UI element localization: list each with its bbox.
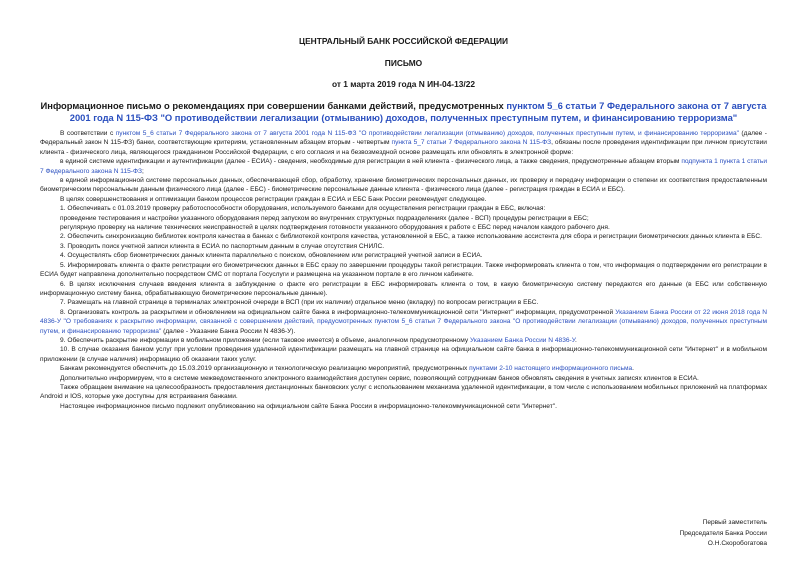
paragraph-ebs: в единой информационной системе персональных данных, обеспечивающей сбор, обработку, хранение биометрических персональных данных, их проверку и передачу информации о степени их соответствия предоставленным биометрическим персональным данным физического лица (далее - ЕБС) - биометрические персональные данные клиента - физического лица (далее - регистрация граждан в ЕСИА и ЕБС). xyxy=(40,177,767,194)
directive-4836u-short-link[interactable]: Указанием Банка России N 4836-У xyxy=(469,336,576,344)
paragraph-recommendation-intro: В целях совершенствования и оптимизации банком процессов регистрации граждан в ЕСИА и ЕБС Банк России рекомендует следующее. xyxy=(60,195,487,203)
signer-organization: Председателя Банка России xyxy=(679,529,767,537)
paragraph-item-9: 9. Обеспечить раскрытие информации в мобильном приложении (если таковое имеется) в объеме, аналогичном предусмотренному Указанием Банка России N 4836-У. xyxy=(60,336,577,344)
paragraph-publication: Настоящее информационное письмо подлежит опубликованию на официальном сайте Банка России в информационно-телекоммуникационной сети "Интернет". xyxy=(60,402,557,410)
title-law-link[interactable]: пунктом 5_6 статьи 7 Федерального закона от 7 августа 2001 года N 115-ФЗ "О противодействии легализации (отмыванию) доходов, полученных преступным путем, и финансированию терроризма" xyxy=(69,100,767,123)
directive-4836u-link[interactable]: Указанием Банка России от 22 июня 2018 года N 4836-У "О требованиях к раскрытию информации, связанной с совершением действий, предусмотренных пунктом 5_6 статьи 7 Федерального закона "О противодействии легализации (отмыванию) доходов, полученных преступным путем, и финансированию терроризма" xyxy=(40,308,767,335)
paragraph-item-3: 3. Проводить поиск учетной записи клиента в ЕСИА по паспортным данным в случае отсутствия СНИЛС. xyxy=(60,242,385,250)
document-date-number: от 1 марта 2019 года N ИН-04-13/22 xyxy=(331,79,476,89)
law-subpoint-1-link[interactable]: подпункта 1 пункта 1 статьи 7 Федерального закона N 115-ФЗ xyxy=(40,158,768,175)
paragraph-remote-services: Также обращаем внимание на целесообразность предоставления дистанционных банковских услуг с использованием механизма удаленной идентификации, в том числе с использованием мобильных приложений на платформах Android и IOS, которые уже доступны для встраивания банками. xyxy=(40,383,767,401)
signer-name: О.Н.Скоробогатова xyxy=(707,540,767,548)
paragraph-item-1-check: регулярную проверку на наличие технических неисправностей в целях подтверждения готовности указанного оборудования к работе с ЕБС перед началом каждого рабочего дня. xyxy=(60,224,610,232)
signer-position: Первый заместитель xyxy=(702,519,767,526)
document-type: ПИСЬМО xyxy=(384,58,423,68)
law-point-5-7-link[interactable]: пункта 5_7 статьи 7 Федерального закона N 115-ФЗ xyxy=(391,139,552,147)
paragraph-preamble: В соответствии с пунктом 5_6 статьи 7 Федерального закона от 7 августа 2001 года N 115-ФЗ "О противодействии легализации (отмыванию) доходов, полученных преступным путем, и финансированию терроризма" (далее - Федеральный закон N 115-ФЗ) банки, соответствующие критериям, установленным абзацем вторым - четвертым пункта 5_7 статьи 7 Федерального закона N 115-ФЗ, обязаны после проведения идентификации при личном присутствии клиента - физического лица, являющегося гражданином Российской Федерации, с его согласия и на безвозмездной основе размещать или обновлять в электронной форме: xyxy=(40,130,767,156)
items-2-10-link[interactable]: пунктами 2-10 настоящего информационного письма xyxy=(469,365,633,373)
title-text: Информационное письмо о рекомендациях при совершении банками действий, предусмотренных xyxy=(40,100,507,111)
paragraph-additional-info: Дополнительно информируем, что в системе межведомственного электронного взаимодействия доступен сервис, позволяющий сотрудникам банков обновлять сведения в учетных записях клиентов в ЕСИА. xyxy=(60,374,699,382)
paragraph-esia: в единой системе идентификации и аутентификации (далее - ЕСИА) - сведения, необходимые для регистрации в ней клиента - физического лица, а также сведения, предусмотренные абзацем вторым подпункта 1 пункта 1 статьи 7 Федерального закона N 115-ФЗ; xyxy=(40,158,768,175)
paragraph-item-4: 4. Осуществлять сбор биометрических данных клиента параллельно с поиском, обновлением или регистрацией учетной записи в ЕСИА. xyxy=(60,252,483,260)
paragraph-item-1-testing: проведение тестирования и настройки указанного оборудования перед запуском во внутренних структурных подразделениях (далее - ВСП) процедуры регистрации в ЕБС; xyxy=(60,214,589,222)
paragraph-item-8: 8. Организовать контроль за раскрытием и обновлением на официальном сайте банка в информационно-телекоммуникационной сети "Интернет" информации, предусмотренной Указанием Банка России от 22 июня 2018 года N 4836-У "О требованиях к раскрытию информации, связанной с совершением действий, предусмотренных пунктом 5_6 статьи 7 Федерального закона "О противодействии легализации (отмыванию) доходов, полученных преступным путем, и финансированию терроризма" (далее - Указание Банка России N 4836-У). xyxy=(40,308,767,335)
paragraph-item-2: 2. Обеспечить синхронизацию библиотек контроля качества в банках с библиотекой контроля качества, установленной в ЕБС, а также использование ассистента для сбора и регистрации биометрических данных клиента в ЕБС. xyxy=(60,233,762,241)
paragraph-item-10: 10. В случае оказания банком услуг при условии проведения удаленной идентификации размещать на главной странице на официальном сайте банка в информационно-телекоммуникационной сети "Интернет" и в мобильном приложении (в случае наличия) информацию об оказании таких услуг. xyxy=(40,346,767,363)
signature-block xyxy=(679,518,767,550)
paragraph-item-7: 7. Размещать на главной странице в терминалах электронной очереди в ВСП (при их наличии) отдельное меню (вкладку) по вопросам регистрации в ЕБС. xyxy=(60,299,539,307)
issuer-heading: ЦЕНТРАЛЬНЫЙ БАНК РОССИЙСКОЙ ФЕДЕРАЦИИ xyxy=(298,36,509,46)
document-title xyxy=(40,100,767,124)
paragraph-item-1: 1. Обеспечивать с 01.03.2019 проверку работоспособности оборудования, используемого банками для осуществления регистрации граждан в ЕБС, включая: xyxy=(60,205,546,213)
document-body xyxy=(40,129,767,411)
paragraph-deadline: Банкам рекомендуется обеспечить до 15.03.2019 организационную и технологическую реализацию мероприятий, предусмотренных пунктами 2-10 настоящего информационного письма. xyxy=(60,365,635,373)
paragraph-item-5: 5. Информировать клиента о факте регистрации его биометрических данных в ЕБС сразу по завершении процедуры такой регистрации. Также информировать клиента о том, что информация о подтверждении его регистрации в ЕСИА будет направлена дополнительно посредством СМС от портала Госуслуги и размещена на указанном портале в его личном кабинете. xyxy=(40,261,767,279)
law-115fz-link[interactable]: пунктом 5_6 статьи 7 Федерального закона от 7 августа 2001 года N 115-ФЗ "О противодействии легализации (отмыванию) доходов, полученных преступным путем, и финансированию терроризма" xyxy=(115,130,739,137)
paragraph-item-6: 6. В целях исключения случаев введения клиента в заблуждение о факте его регистрации в ЕБС информировать клиента о том, в какую биометрическую систему передаются его данные (в ЕБС или собственную информационную систему банка, обрабатывающую биометрические персональные данные). xyxy=(40,280,767,297)
